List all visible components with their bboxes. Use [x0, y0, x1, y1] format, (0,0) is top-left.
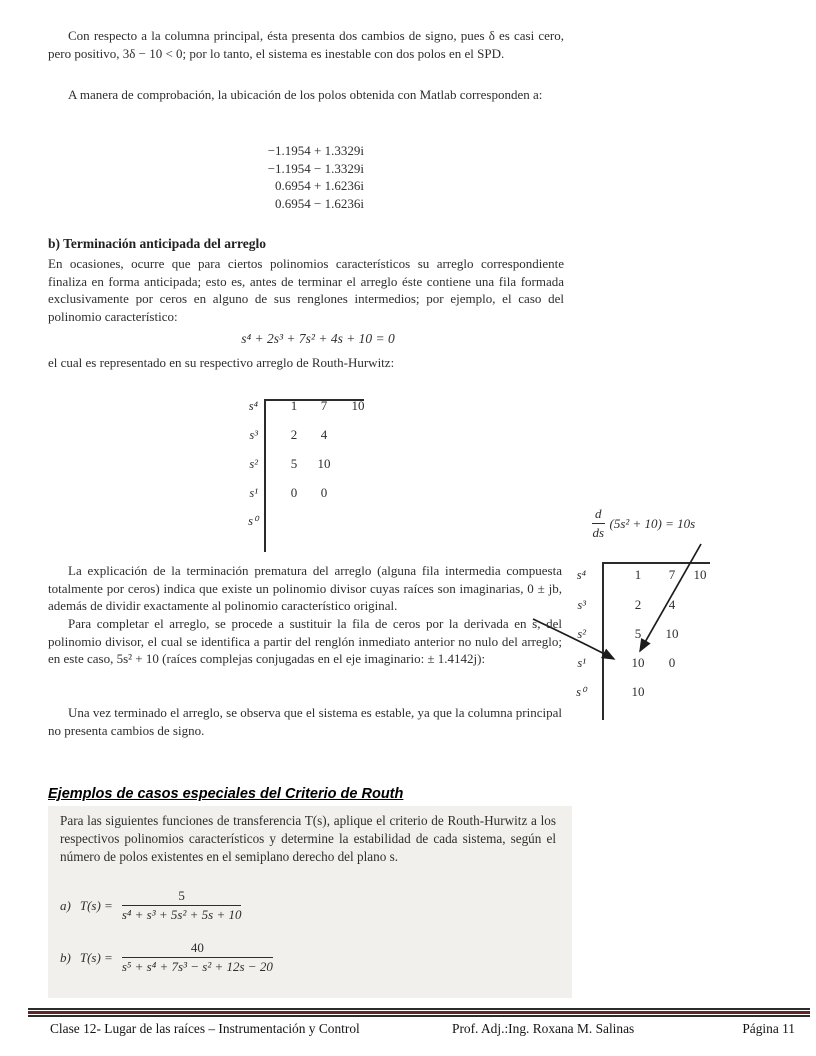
- section-b-body: En ocasiones, ocurre que para ciertos polinomios característicos su arreglo correspondiente finaliza en forma anticipada; esto es, antes de terminar el arreglo éste contiene una fila formada exclusivamente por ceros en alguno de sus renglones intermedios; por ejemplo, el caso del polinomio característico:: [48, 256, 564, 324]
- table-cell: 2: [634, 597, 642, 612]
- footer-course-title: Clase 12- Lugar de las raíces – Instrumentación y Control: [50, 1021, 360, 1036]
- table-row: [228, 456, 375, 476]
- section-b-heading: b) Terminación anticipada del arreglo: [48, 236, 267, 251]
- characteristic-polynomial-equation: s⁴ + 2s³ + 7s² + 4s + 10 = 0: [241, 331, 395, 346]
- table-cell: 7: [668, 567, 676, 582]
- row-label: s⁴: [576, 568, 586, 582]
- arrow-from-derivative-to-10: [640, 544, 701, 651]
- routh-table-1: [228, 395, 378, 560]
- table-cell: 10: [631, 655, 645, 670]
- pole-value: 0.6954 + 1.6236i: [275, 178, 364, 193]
- item-label: b): [60, 949, 71, 965]
- footer-divider: [28, 1008, 810, 1017]
- after-polynomial-text: el cual es representado en su respectivo arreglo de Routh-Hurwitz:: [48, 355, 395, 370]
- footer-rule-maroon: [28, 1011, 810, 1015]
- tf-denominator: s⁴ + s³ + 5s² + 5s + 10: [121, 907, 242, 922]
- table-cell: 7: [320, 398, 328, 413]
- pole-value: −1.1954 − 1.3329i: [267, 160, 364, 176]
- tf-numerator: 5: [122, 888, 242, 906]
- tf-numerator: 40: [122, 940, 273, 958]
- examples-section-heading: Ejemplos de casos especiales del Criterio de Routh: [48, 786, 404, 802]
- tf-denominator: s⁵ + s⁴ + 7s³ − s² + 12s − 20: [121, 959, 273, 974]
- examples-intro: Para las siguientes funciones de transferencia T(s), aplique el criterio de Routh-Hurwitz a los respectivos polinomios característicos y determine la estabilidad de cada sistema, según el número de polos existentes en el semiplano derecho del plano s.: [60, 813, 556, 864]
- fraction-denominator: ds: [592, 525, 605, 540]
- table-cell: 0: [320, 485, 328, 500]
- paragraph-sign-changes: Con respecto a la columna principal, ésta presenta dos cambios de signo, pues δ es casi cero, pero positivo, 3δ − 10 < 0; por lo tanto, el sistema es inestable con dos polos en el SPD.: [48, 28, 564, 61]
- paragraph-matlab-check: A manera de comprobación, la ubicación de los polos obtenida con Matlab corresponden a:: [68, 87, 543, 102]
- table-cell: 10: [693, 567, 707, 582]
- table-cell: 10: [631, 684, 645, 699]
- table-cell: 4: [320, 427, 328, 442]
- table-cell: 4: [668, 597, 676, 612]
- table-cell: 10: [351, 398, 365, 413]
- pole-value: 0.6954 − 1.6236i: [275, 195, 364, 211]
- table-cell: 1: [290, 398, 298, 413]
- pole-value: −1.1954 + 1.3329i: [267, 143, 364, 158]
- table-row: [228, 427, 375, 447]
- transfer-function-a: [60, 888, 241, 923]
- footer-rule-top: [28, 1008, 810, 1010]
- paragraph-complete-array: Para completar el arreglo, se procede a sustituir la fila de ceros por la derivada en s, del polinomio divisor, el cual se identifica a partir del renglón inmediato anterior no nulo del arreglo; en este caso, 5s² + 10 (raíces complejas conjugadas en el eje imaginario: ± 1.4142j):: [48, 616, 562, 667]
- table-cell: 5: [634, 626, 642, 641]
- transfer-function-b: [60, 940, 273, 975]
- fraction-numerator: d: [592, 506, 605, 524]
- row-label: s³: [577, 598, 586, 612]
- row-label: s²: [577, 627, 586, 641]
- tf-lhs: T(s) =: [79, 949, 113, 965]
- table-cell: 0: [290, 485, 298, 500]
- table-row: [228, 485, 375, 505]
- footer-professor: Prof. Adj.:Ing. Roxana M. Salinas: [452, 1021, 635, 1036]
- table-row: [228, 398, 375, 418]
- row-label: s¹: [577, 656, 586, 670]
- derivative-expression: (5s² + 10) = 10s: [609, 515, 696, 531]
- row-label: s³: [249, 428, 258, 442]
- table-cell: 10: [317, 456, 331, 471]
- table-cell: 5: [290, 456, 298, 471]
- footer-rule-bottom: [28, 1015, 810, 1017]
- row-label: s²: [249, 457, 258, 471]
- table-cell: 0: [668, 655, 676, 670]
- table-cell: 10: [665, 626, 679, 641]
- row-label: s⁰: [576, 685, 586, 699]
- paragraph-premature-termination: La explicación de la terminación prematura del arreglo (alguna fila intermedia compuesta totalmente por ceros) indica que existe un polinomio divisor cuyas raíces son imaginarias, 0 ± jb, además de dividir exactamente al polinomio característico original.: [48, 563, 562, 614]
- table-row: [228, 513, 375, 533]
- item-label: a): [60, 897, 71, 913]
- examples-box: [48, 806, 572, 998]
- tf-fraction: [122, 888, 242, 923]
- row-label: s⁴: [248, 399, 258, 413]
- row-label: s⁰: [248, 514, 258, 528]
- table-cell: 2: [290, 427, 298, 442]
- paragraph-stable-conclusion: Una vez terminado el arreglo, se observa que el sistema es estable, ya que la columna principal no presenta cambios de signo.: [48, 705, 562, 738]
- annotation-arrows: [520, 520, 816, 690]
- footer-page-number: Página 11: [742, 1021, 795, 1036]
- tf-fraction: [122, 940, 273, 975]
- table-cell: 1: [634, 567, 642, 582]
- row-label: s¹: [249, 486, 258, 500]
- tf-lhs: T(s) =: [79, 897, 113, 913]
- pole-list: [250, 142, 364, 212]
